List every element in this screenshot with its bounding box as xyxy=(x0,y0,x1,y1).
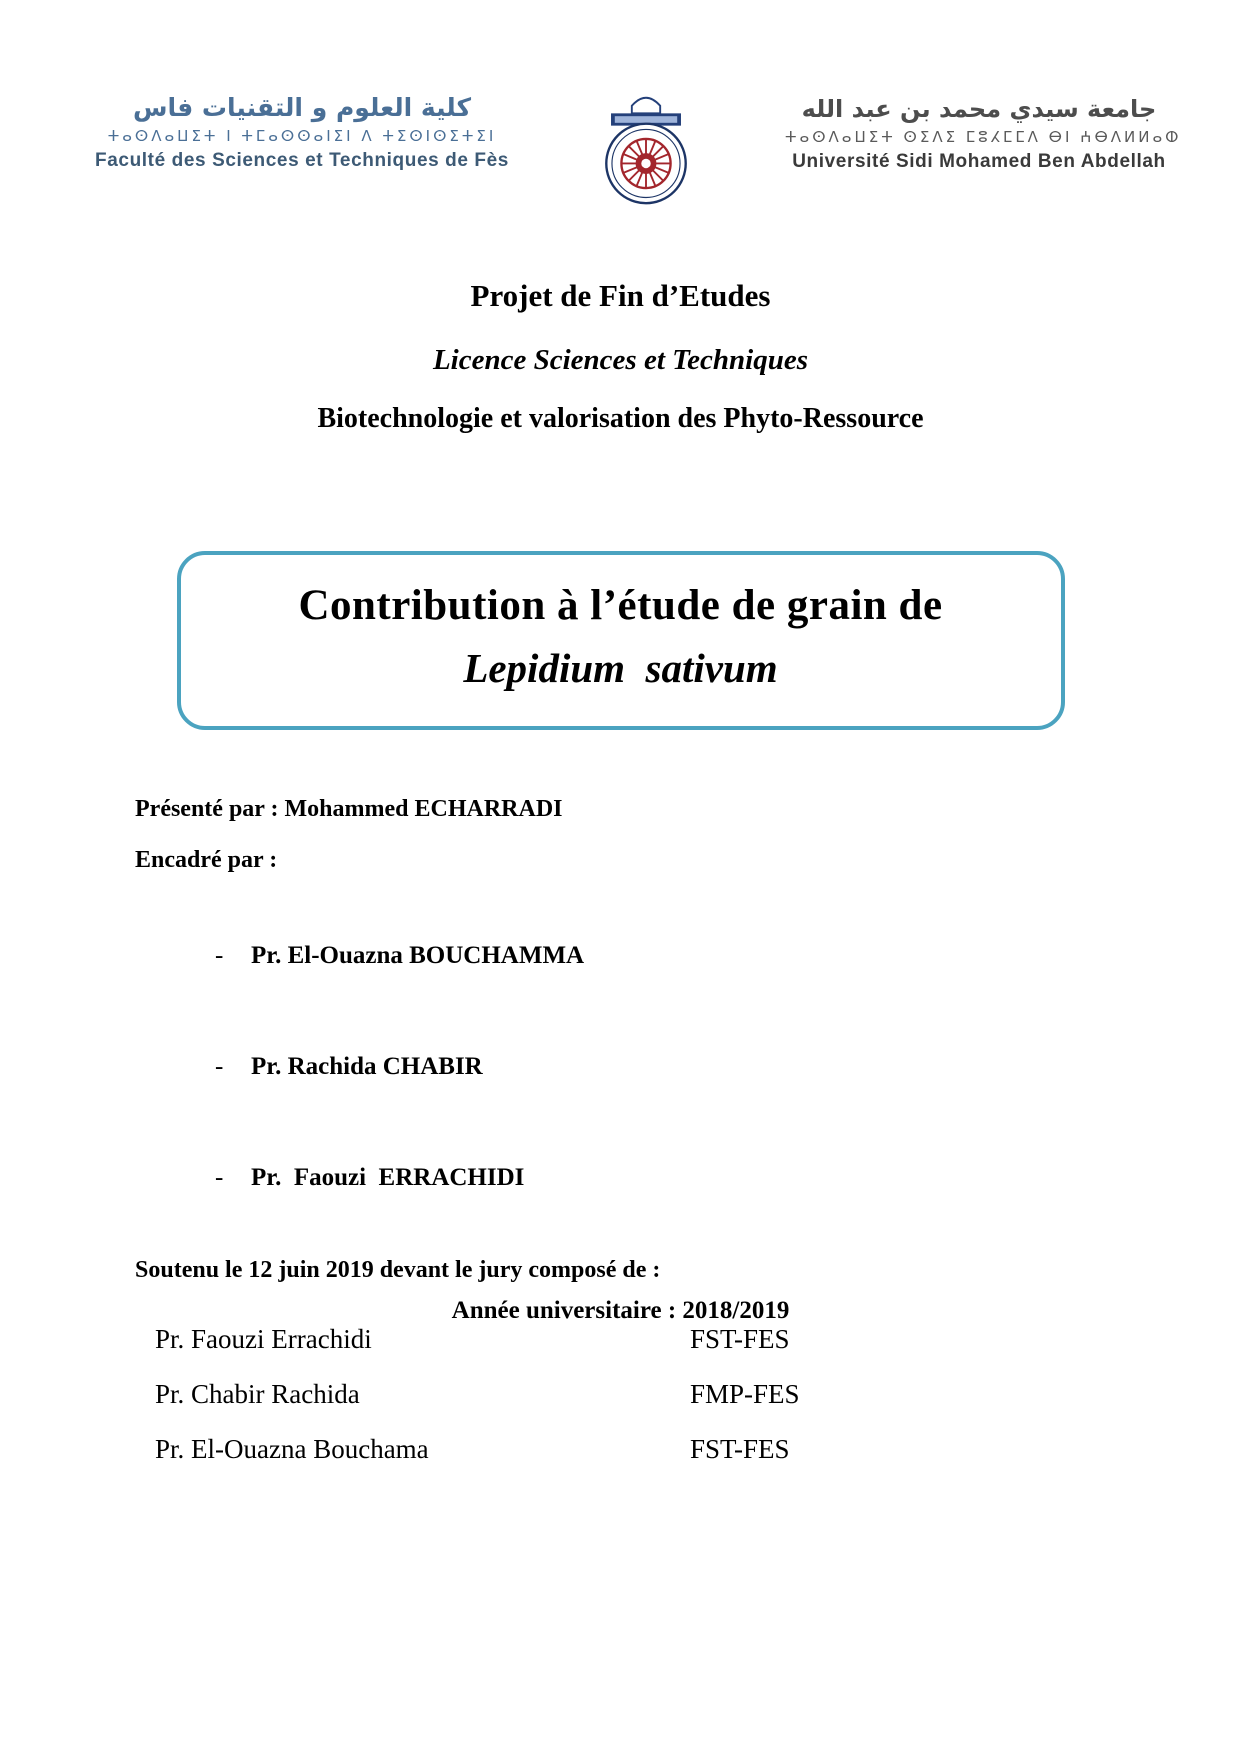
thesis-title-line2: Lepidium sativum xyxy=(463,645,778,691)
list-dash: - xyxy=(215,1053,224,1080)
jury-member-name: Pr. El-Ouazna Bouchama xyxy=(155,1434,429,1464)
program-title: Biotechnologie et valorisation des Phyto-Ressource xyxy=(317,403,924,434)
header xyxy=(0,0,1241,212)
jury-member-affiliation: FST-FES xyxy=(690,1324,790,1354)
faculty-name-arabic: كلية العلوم و التقنيات فاس xyxy=(132,93,472,122)
jury-member-name: Pr. Faouzi Errachidi xyxy=(155,1324,372,1354)
credits-section xyxy=(0,796,1241,1284)
degree-title: Licence Sciences et Techniques xyxy=(432,344,809,376)
supervisor-item xyxy=(165,1122,1241,1233)
academic-year-line: Année universitaire : 2018/2019 xyxy=(451,1297,790,1324)
defense-heading: Soutenu le 12 juin 2019 devant le jury composé de : xyxy=(135,1257,661,1283)
faculty-name-tifinagh: ⵜⴰⵙⴷⴰⵡⵉⵜ ⵏ ⵜⵎⴰⵙⵙⴰⵏⵉⵏ ⴷ ⵜⵉⵙⵏⵙⵉⵜⵉⵏ xyxy=(107,127,497,146)
university-name-french: Université Sidi Mohamed Ben Abdellah xyxy=(792,151,1166,172)
project-type-title: Projet de Fin d’Etudes xyxy=(470,278,771,313)
supervisor-name: Pr. El-Ouazna BOUCHAMMA xyxy=(251,942,585,969)
supervisor-name: Pr. Rachida CHABIR xyxy=(251,1053,483,1080)
supervisor-name: Pr. Faouzi ERRACHIDI xyxy=(251,1164,525,1191)
supervisor-item xyxy=(165,900,1241,1011)
intro-titles xyxy=(0,278,1241,435)
jury-member-name: Pr. Chabir Rachida xyxy=(155,1379,360,1409)
university-name-tifinagh: ⵜⴰⵙⴷⴰⵡⵉⵜ ⵙⵉⴷⵉ ⵎⵓⵃⵎⵎⴷ ⴱⵏ ⵄⴱⴷⵍⵍⴰⵀ xyxy=(785,128,1182,146)
university-block xyxy=(785,84,1182,173)
supervised-by-label: Encadré par : xyxy=(135,847,278,873)
thesis-title-line1: Contribution à l’étude de grain de xyxy=(298,582,943,629)
faculty-name-french: Faculté des Sciences et Techniques de Fès xyxy=(95,150,509,172)
list-dash: - xyxy=(215,942,224,969)
faculty-block xyxy=(92,84,512,172)
jury-member-affiliation: FST-FES xyxy=(690,1434,790,1464)
university-logo-icon xyxy=(594,84,698,207)
university-name-arabic: جامعة سيدي محمد بن عبد الله xyxy=(801,95,1157,123)
jury-member-affiliation: FMP-FES xyxy=(690,1379,800,1409)
jury-list xyxy=(0,1312,1241,1477)
university-logo xyxy=(594,84,704,212)
supervisor-item xyxy=(165,1011,1241,1122)
supervisor-list xyxy=(135,900,1241,1233)
presented-by-line: Présenté par : Mohammed ECHARRADI xyxy=(135,796,563,822)
jury-row xyxy=(155,1367,1241,1422)
jury-row xyxy=(155,1422,1241,1477)
list-dash: - xyxy=(215,1164,224,1191)
thesis-title-box xyxy=(177,551,1065,730)
